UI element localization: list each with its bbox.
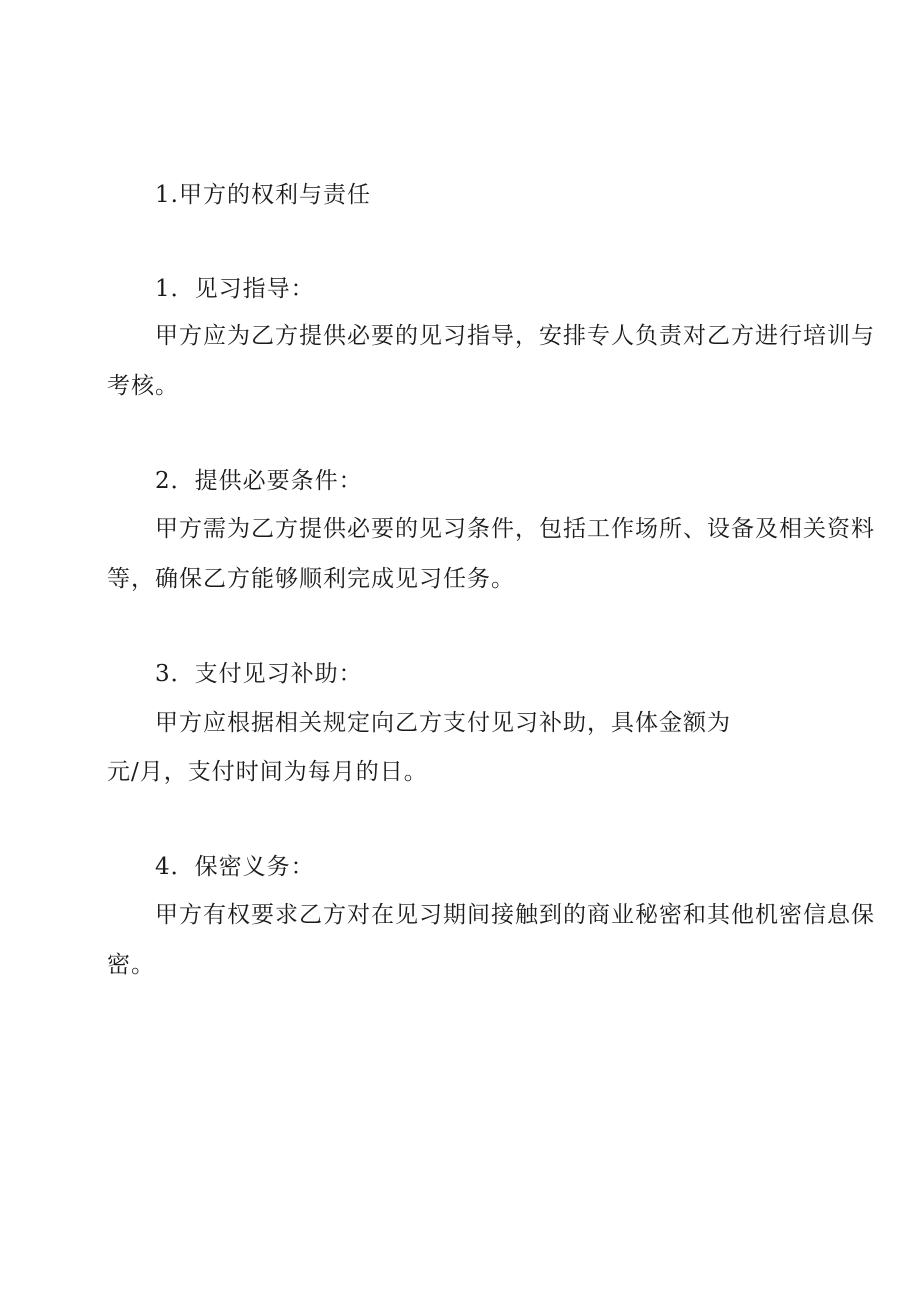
- item-3-line-2: 元/月，支付时间为每月的日。: [107, 759, 428, 785]
- item-2-line-2: 等，确保乙方能够顺利完成见习任务。: [107, 566, 515, 592]
- item-heading-3: 3．支付见习补助：: [155, 661, 363, 687]
- item-1-line-2: 考核。: [107, 373, 179, 399]
- item-3-line-1: 甲方应根据相关规定向乙方支付见习补助，具体金额为: [155, 710, 731, 736]
- item-heading-1: 1．见习指导：: [155, 276, 315, 302]
- item-heading-4: 4．保密义务：: [155, 854, 315, 880]
- item-1-line-1: 甲方应为乙方提供必要的见习指导，安排专人负责对乙方进行培训与: [155, 323, 875, 349]
- item-2-line-1: 甲方需为乙方提供必要的见习条件，包括工作场所、设备及相关资料: [155, 516, 875, 542]
- section-title: 1.甲方的权利与责任: [155, 182, 371, 208]
- item-heading-2: 2．提供必要条件：: [155, 468, 363, 494]
- item-4-line-2: 密。: [107, 952, 155, 978]
- item-4-line-1: 甲方有权要求乙方对在见习期间接触到的商业秘密和其他机密信息保: [155, 902, 875, 928]
